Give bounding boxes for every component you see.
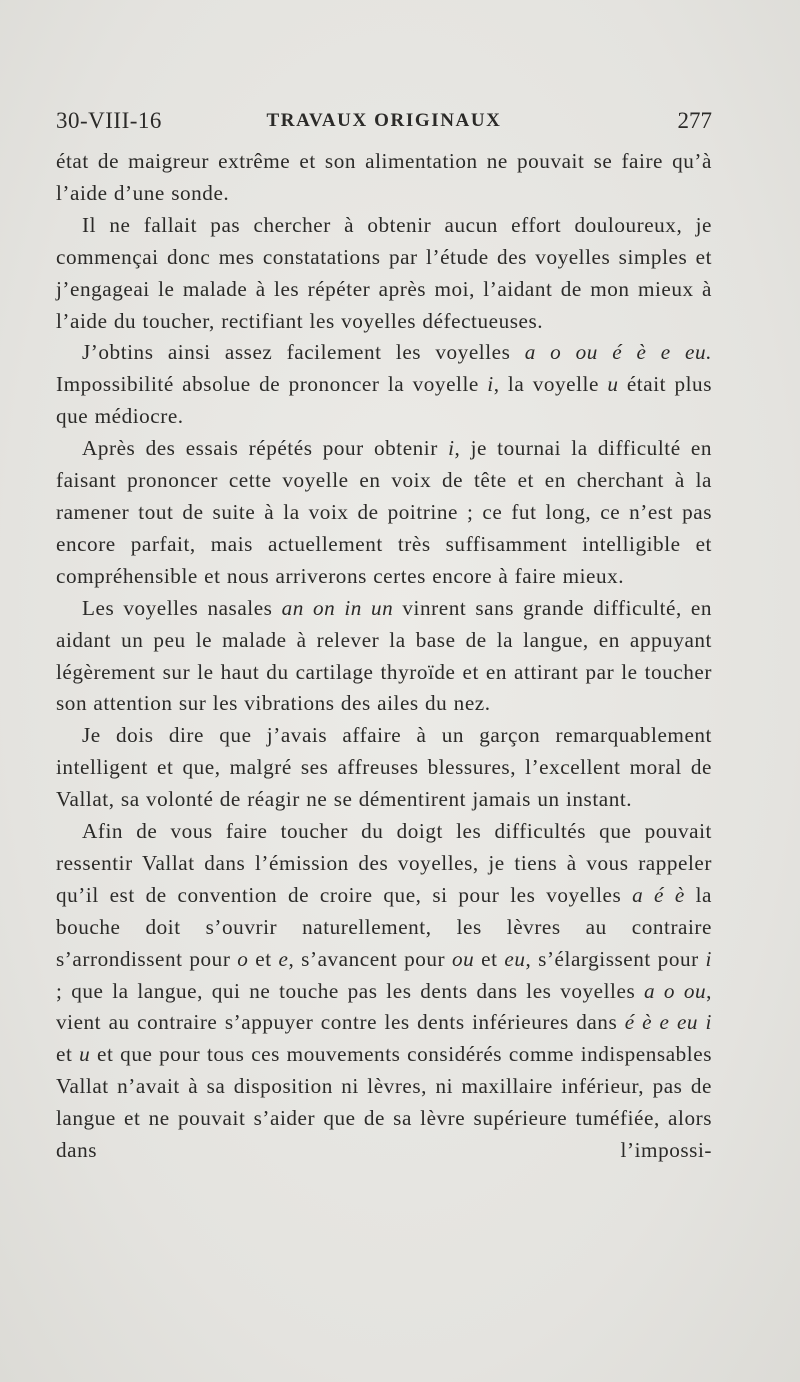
text-run: ; que la langue, qui ne touche pas les dents dans les voyelles (56, 978, 645, 1003)
text-run: , s’élargissent pour (525, 946, 706, 971)
text-run: , la voyelle (493, 372, 608, 397)
text-run: , s’avancent pour (288, 946, 452, 971)
page-number: 277 (677, 108, 712, 133)
text-run: , vient au contraire s’appuyer contre les dents inférieures dans (56, 978, 712, 1035)
italic-run: an on in un (281, 595, 394, 620)
italic-run: é è e eu i (624, 1010, 712, 1035)
italic-run: u (607, 372, 619, 397)
italic-run: ou (451, 946, 475, 971)
paragraph (56, 816, 712, 1167)
italic-run: i (705, 946, 712, 971)
text-run: vinrent sans grande difficulté, en aidant un peu le malade à relever la base de la langue, en appuyant légèrement sur le haut du cartilage thyroïde et en attirant par le toucher son attention sur les vibrations des ailes du nez. (56, 595, 713, 716)
text-run: Il ne fallait pas chercher à obtenir aucun effort douloureux, je commençai donc mes constatations par l’étude des voyelles simples et j’engageai le malade à les répéter après moi, l’aidant de mon mieux à l’aide du toucher, rectifiant les voyelles défectueuses. (56, 212, 712, 333)
text-run: et (248, 946, 279, 971)
italic-run: u (79, 1042, 91, 1067)
italic-run: e (278, 946, 289, 971)
body-text (56, 146, 712, 1167)
italic-run: i (448, 436, 455, 461)
paragraph (56, 433, 712, 593)
text-run: Après des essais répétés pour obtenir (82, 436, 449, 461)
text-run: Impossibilité absolue de prononcer la voyelle (56, 372, 488, 397)
running-header (56, 108, 712, 138)
text-run: Je dois dire que j’avais affaire à un garçon remarquablement intelligent et que, malgré ses affreuses blessures, l’excellent moral de Vallat, sa volonté de réagir ne se démentirent jamais un instant. (56, 723, 712, 812)
italic-run: a o ou é è e eu. (524, 340, 712, 365)
text-run: Les voyelles nasales (82, 595, 282, 620)
italic-run: a o ou (644, 978, 707, 1003)
paragraph (56, 146, 712, 210)
text-run: la bouche doit s’ouvrir naturellement, les lèvres au contraire s’arrondissent pour (56, 882, 712, 971)
text-run: , je tournai la difficulté en faisant prononcer cette voyelle en voix de tête et en cherchant à la ramener tout de suite à la voix de poitrine ; ce fut long, ce n’est pas encore parfait, mais actuellement très suffisamment intelligible et compréhensible et nous arriverons certes encore à faire mieux. (56, 436, 712, 588)
paragraph (56, 593, 712, 721)
text-run: J’obtins ainsi assez facilement les voyelles (82, 340, 525, 365)
paragraph (56, 720, 712, 816)
paragraph (56, 337, 712, 433)
italic-run: a é è (632, 882, 685, 907)
italic-run: o (237, 946, 249, 971)
text-run: et (474, 946, 505, 971)
paragraph (56, 210, 712, 338)
text-run: et (56, 1042, 80, 1067)
header-date: 30-VIII-16 (56, 108, 162, 133)
text-run: était plus que médiocre. (56, 372, 712, 429)
header-section-title: TRAVAUX ORIGINAUX (266, 110, 502, 131)
text-run: état de maigreur extrême et son alimentation ne pouvait se faire qu’à l’aide d’une sonde. (56, 149, 712, 205)
italic-run: i (487, 372, 494, 397)
italic-run: eu (504, 946, 526, 971)
text-run: Afin de vous faire toucher du doigt les difficultés que pouvait ressentir Vallat dans l’émission des voyelles, je tiens à vous rappeler qu’il est de convention de croire que, si pour les voyelles (56, 819, 712, 907)
text-run: et que pour tous ces mouvements considérés comme indispensables Vallat n’avait à sa disposition ni lèvres, ni maxillaire inférieur, pas de langue et ne pouvait s’aider que de sa lèvre supérieure tuméfiée, alors dans l’impossi- (56, 1042, 712, 1163)
